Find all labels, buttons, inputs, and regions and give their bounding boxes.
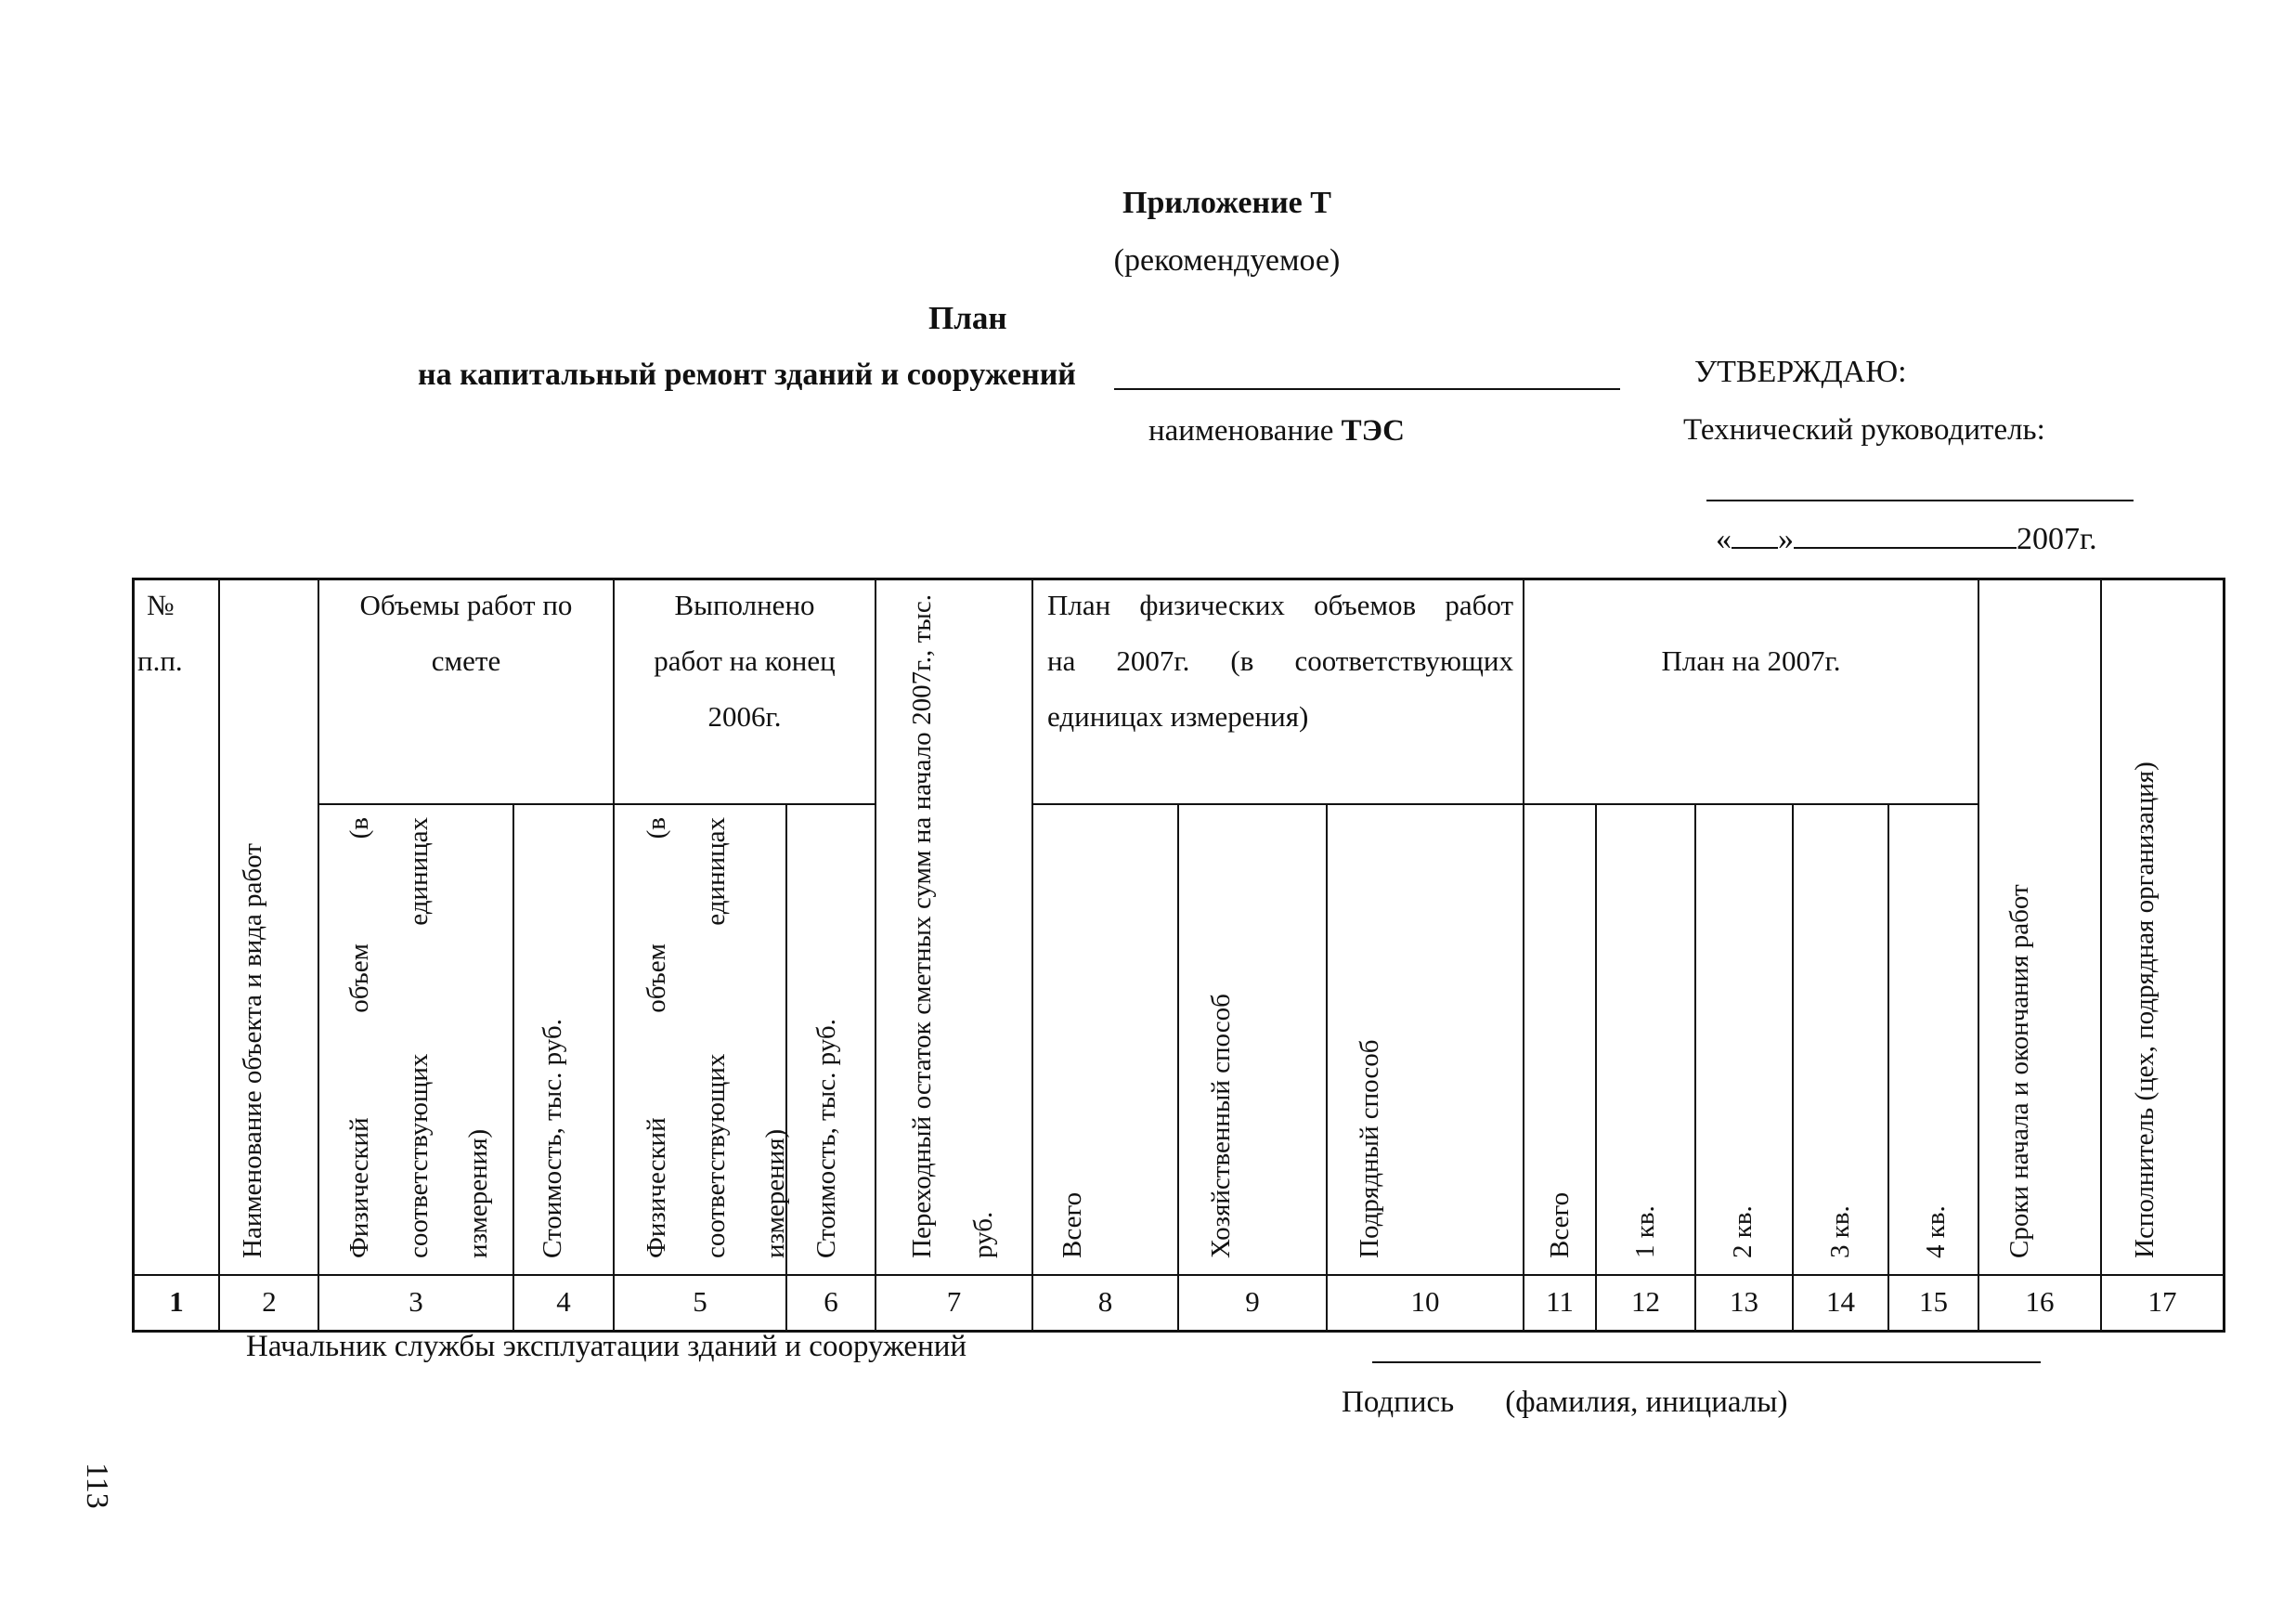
signature-caption: Подпись (фамилия, инициалы) <box>1342 1385 1788 1419</box>
col-number-9: 9 <box>1245 1285 1260 1318</box>
col-number-2: 2 <box>262 1285 277 1318</box>
group-phys-line2: на 2007г. (в соответствующих <box>1047 644 1513 677</box>
col9-header: Хозяйственный способ <box>1206 994 1236 1258</box>
col-line-sub-5 <box>1595 804 1597 1332</box>
group-done-line1: Выполнено <box>674 589 815 621</box>
approve-label: УТВЕРЖДАЮ: <box>1694 355 1907 389</box>
plan-subtitle: на капитальный ремонт зданий и сооружений <box>418 358 1076 392</box>
col-line-6 <box>1523 578 1524 1332</box>
col-number-14: 14 <box>1826 1285 1855 1318</box>
col-line-sub-8 <box>1887 804 1889 1332</box>
group-phys-line1: План физических объемов работ <box>1047 589 1513 621</box>
col-line-sub-7 <box>1792 804 1794 1332</box>
subheader-line-b <box>1032 803 1979 805</box>
col-number-12: 12 <box>1631 1285 1660 1318</box>
col1-header-pp: п.п. <box>137 644 183 677</box>
col11-header: Всего <box>1545 1191 1575 1258</box>
col-number-3: 3 <box>409 1285 423 1318</box>
approval-signature-line <box>1706 500 2134 501</box>
tes-name-caption: наименование ТЭС <box>1148 414 1405 448</box>
subheader-line-a <box>318 803 876 805</box>
col2-header: Наименование объекта и вида работ <box>238 843 267 1258</box>
col5-header: Физический объем (в соответствующих единицах измерения) <box>642 817 790 1258</box>
col-line-sub-1 <box>512 804 514 1332</box>
col-line-7 <box>1978 578 1979 1332</box>
tech-head-label: Технический руководитель: <box>1683 413 2045 447</box>
col-number-7: 7 <box>946 1285 962 1318</box>
col3-header: Физический объем (в соответствующих единицах измерения) <box>344 817 493 1258</box>
col-line-4 <box>875 578 876 1332</box>
col-line-1 <box>218 578 220 1332</box>
col-number-8: 8 <box>1097 1285 1113 1318</box>
col15-header: 4 кв. <box>1921 1205 1951 1258</box>
col-number-15: 15 <box>1919 1285 1948 1318</box>
col10-header: Подрядный способ <box>1355 1039 1384 1258</box>
tes-name-line <box>1114 388 1620 390</box>
col-number-10: 10 <box>1410 1285 1440 1318</box>
col-number-4: 4 <box>556 1285 571 1318</box>
col1-header-number: № <box>147 589 175 621</box>
col-number-5: 5 <box>693 1285 707 1318</box>
col4-header: Стоимость, тыс. руб. <box>538 1019 567 1258</box>
col-number-6: 6 <box>824 1285 838 1318</box>
col14-header: 3 кв. <box>1825 1205 1855 1258</box>
col13-header: 2 кв. <box>1728 1205 1758 1258</box>
head-of-service-label: Начальник службы эксплуатации зданий и сооружений <box>246 1330 967 1363</box>
col-number-17: 17 <box>2147 1285 2177 1318</box>
col-number-1: 1 <box>169 1285 184 1318</box>
col-line-sub-3 <box>1177 804 1179 1332</box>
col-line-8 <box>2100 578 2102 1332</box>
plan-title: План <box>928 300 1007 336</box>
page-number: 113 <box>80 1463 114 1509</box>
table-border-left <box>132 578 135 1333</box>
col12-header: 1 кв. <box>1630 1205 1660 1258</box>
col16-header: Сроки начала и окончания работ <box>2004 884 2034 1258</box>
group-estimate-line1: Объемы работ по <box>359 589 573 621</box>
col-line-sub-6 <box>1694 804 1696 1332</box>
col-number-16: 16 <box>2025 1285 2055 1318</box>
group-plan-2007: План на 2007г. <box>1661 644 1841 677</box>
col6-header: Стоимость, тыс. руб. <box>811 1019 841 1258</box>
approval-date: « » 2007г. <box>1716 522 2097 556</box>
group-estimate-line2: смете <box>431 644 501 677</box>
col-line-2 <box>318 578 319 1332</box>
recommended-label: (рекомендуемое) <box>1113 243 1341 278</box>
col-number-11: 11 <box>1546 1285 1574 1318</box>
col17-header: Исполнитель (цех, подрядная организация) <box>2130 761 2160 1258</box>
table-border-right <box>2223 578 2225 1333</box>
col-line-sub-4 <box>1326 804 1328 1332</box>
col7-header: Переходный остаток сметных сумм на начало 2007г., тыс. руб. <box>907 594 998 1258</box>
col8-header: Всего <box>1057 1191 1087 1258</box>
col-line-5 <box>1031 578 1033 1332</box>
col-number-13: 13 <box>1730 1285 1758 1318</box>
group-phys-line3: единицах измерения) <box>1047 700 1309 733</box>
appendix-title: Приложение Т <box>1122 186 1331 220</box>
footer-signature-line <box>1372 1361 2041 1363</box>
group-done-line3: 2006г. <box>707 700 782 733</box>
group-done-line2: работ на конец <box>654 644 836 677</box>
